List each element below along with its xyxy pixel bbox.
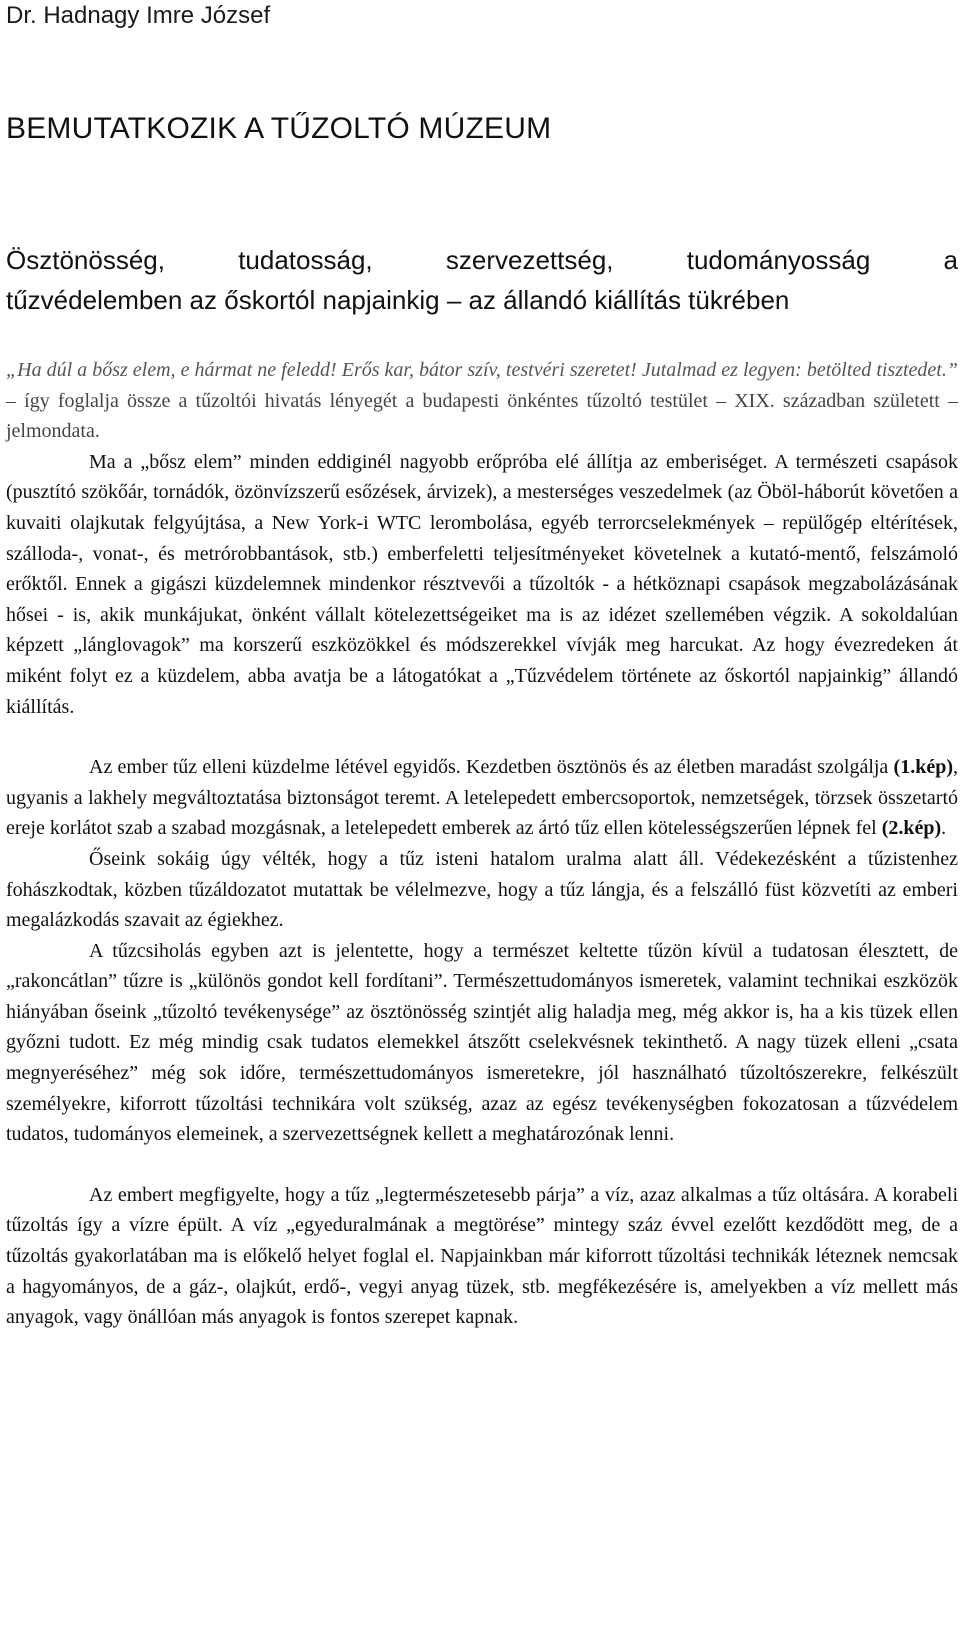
paragraph-gap (6, 1150, 958, 1180)
paragraph-origins (6, 752, 958, 844)
motto-paragraph (6, 355, 958, 447)
subtitle-line-1: Ösztönösség, tudatosság, szervezettség, tudományosság a (6, 245, 958, 275)
paragraph-fire-making: A tűzcsiholás egyben azt is jelentette, hogy a természet keltette tűzön kívül a tudatosan élesztett, de „rakoncátlan” tűzre is „különös gondot kell fordítani”. Természettudományos ismeretek, valamint technikai eszközök hiányában őseink „tűzoltó tevékenysége” az ösztönösség szintjét alig haladja meg, még akkor is, ha a kis tüzek ellen győzni tudott. Ez még mindig csak tudatos elemekkel átszőtt cselekvésnek tekinthető. A nagy tüzek elleni „csata megnyeréséhez” még sok időre, természettudományos ismeretekre, jól használható tűzoltószerekre, felkészült személyekre, kiforrott tűzoltási technikára volt szükség, azaz az egész tevékenységben fokozatosan a tűzvédelem tudatos, tudományos elemeinek, a szervezettségnek kellett a meghatározónak lenni. (6, 939, 958, 1146)
paragraph-ancestors: Őseink sokáig úgy vélték, hogy a tűz isteni hatalom uralma alatt áll. Védekezésként a tűzistenhez fohászkodtak, közben tűzáldozatot mutattak be vélelmezve, hogy a tűz lángja, és a felszálló füst közvetíti az emberi megalázkodás szavait az égiekhez. (6, 847, 958, 932)
paragraph-origins-text-3: . (941, 817, 947, 840)
motto-quote: „Ha dúl a bősz elem, e hármat ne feledd! Erős kar, bátor szív, testvéri szeretet! Jutalmad ez legyen: betölted tisztedet.” (6, 359, 958, 381)
paragraph-origins-text-2: , ugyanis a lakhely megváltoztatása biztonságot teremt. A letelepedett embercsoportok, nemzetségek, törzsek összetartó ereje korlátot szab a szabad mozgásnak, a letelepedett emberek az ártó tűz ellen kötelességszerűen lépnek fel (6, 756, 958, 840)
intro-paragraph: Ma a „bősz elem” minden eddiginél nagyobb erőpróba elé állítja az emberiséget. A természeti csapások (pusztító szökőár, tornádók, özönvízszerű esőzések, árvizek), a mesterséges veszedelmek (az Öböl-háborút követően a kuvaiti olajkutak felgyújtása, a New York-i WTC lerombolása, egyéb terrorcselekmények – repülőgép eltérítések, szálloda-, vonat-, és metrórobbantások, stb.) emberfeletti teljesítményeket követelnek a kutató-mentő, felszámoló erőktől. Ennek a gigászi küzdelemnek mindenkor résztvevői a tűzoltók - a hétköznapi csapások megzabolázásának hősei - is, akik munkájukat, önként vállalt kötelezettségeiket ma is az idézet szellemében végzik. A sokoldalúan képzett „lánglovagok” ma korszerű eszközökkel és módszerekkel vívják meg harcukat. Az hogy évezredeken át miként folyt ez a küzdelem, abba avatja be a látogatókat a „Tűzvédelem története az őskortól napjainkig” állandó kiállítás. (6, 450, 958, 718)
paragraph-water: Az embert megfigyelte, hogy a tűz „legtermészetesebb párja” a víz, azaz alkalmas a tűz oltására. A korabeli tűzoltás így a vízre épült. A víz „egyeduralmának a megtörése” mintegy száz évvel ezelőtt kezdődött meg, de a tűzoltás gyakorlatában ma is előkelő helyet foglal el. Napjainkban már kiforrott tűzoltási technikák léteznek nemcsak a hagyományos, de a gáz-, olajkút, erdő-, vegyi anyag tüzek, stb. megfékezésére is, amelyekben a víz mellett más anyagok, vagy önállóan más anyagok is fontos szerepet kapnak. (6, 1183, 958, 1329)
motto-attribution: – így foglalja össze a tűzoltói hivatás lényegét a budapesti önkéntes tűzoltó testület – XIX. században született – jelmondata. (6, 389, 958, 443)
image-reference-1: (1.kép) (893, 756, 953, 779)
paragraph-gap (6, 722, 958, 752)
article-body (6, 355, 958, 1333)
author-name: Dr. Hadnagy Imre József (6, 2, 271, 29)
subtitle-line-2: tűzvédelemben az őskortól napjainkig – az állandó kiállítás tükrében (6, 285, 790, 315)
paragraph-origins-text-1: Az ember tűz elleni küzdelme létével egyidős. Kezdetben ösztönös és az életben maradást szolgálja (89, 756, 894, 779)
image-reference-2: (2.kép) (881, 817, 942, 840)
page-title: BEMUTATKOZIK A TŰZOLTÓ MÚZEUM (6, 112, 552, 145)
subtitle (6, 240, 958, 320)
